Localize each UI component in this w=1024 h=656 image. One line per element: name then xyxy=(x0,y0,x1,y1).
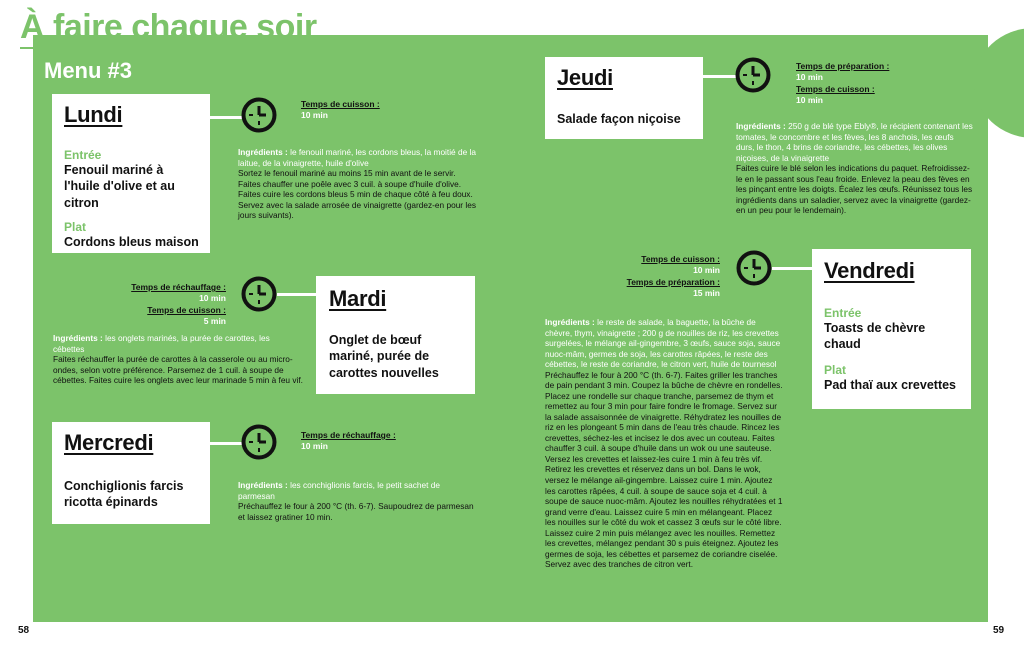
time-value: 10 min xyxy=(796,72,823,83)
time-label: Temps de cuisson : xyxy=(796,83,875,94)
time-value: 15 min xyxy=(693,288,720,299)
dish-mardi: Onglet de bœuf mariné, purée de carottes nouvelles xyxy=(329,333,439,380)
time-label: Temps de préparation : xyxy=(626,276,720,287)
ingredients-label: Ingrédients : xyxy=(736,121,786,131)
connector-line xyxy=(210,116,242,119)
time-value: 10 min xyxy=(301,441,328,452)
ingredients-label: Ingrédients : xyxy=(238,147,288,157)
day-title-jeudi: Jeudi xyxy=(557,65,613,90)
entree-label: Entrée xyxy=(64,148,102,162)
plat-label: Plat xyxy=(824,362,847,377)
timing-lundi xyxy=(301,99,380,122)
time-value: 10 min xyxy=(693,265,720,276)
card-lundi xyxy=(52,94,210,253)
time-value: 10 min xyxy=(199,293,226,304)
recipe-text-jeudi xyxy=(736,121,974,216)
page-number-left: 58 xyxy=(18,625,30,636)
clock-icon xyxy=(736,250,772,286)
time-label: Temps de cuisson : xyxy=(641,254,720,264)
plat-label: Plat xyxy=(64,219,87,234)
page-number-right: 59 xyxy=(993,625,1005,636)
entree-dish: Fenouil mariné à l'huile d'olive et au citron xyxy=(64,163,175,210)
card-mardi xyxy=(316,276,475,394)
instructions: Sortez le fenouil mariné au moins 15 min avant de le servir. Faites chauffer une poêle avec 3 cuil. à soupe d'huile d'olive. Faites cuire les cordons bleus 5 min de chaque côté à feu doux. Servez avec la salade arrosée de vinaigrette (gardez-en pour les jours suivants). xyxy=(238,168,476,221)
ingredients xyxy=(736,121,974,163)
entree-label: Entrée xyxy=(824,306,862,320)
plat-dish: Pad thaï aux crevettes xyxy=(824,377,957,392)
recipe-text-lundi xyxy=(238,147,476,221)
time-label: Temps de réchauffage : xyxy=(301,430,396,440)
time-value: 10 min xyxy=(301,110,328,121)
ingredients-label: Ingrédients : xyxy=(53,333,103,343)
timing-vendredi xyxy=(596,254,720,300)
card-mercredi xyxy=(52,422,210,524)
ingredients-list: les onglets marinés, la purée de carottes, les cébettes xyxy=(53,333,270,354)
ingredients xyxy=(53,333,303,354)
timing-jeudi xyxy=(796,61,889,107)
clock-icon xyxy=(241,424,277,460)
connector-line xyxy=(772,267,813,270)
ingredients xyxy=(545,317,785,370)
recipe-text-mardi xyxy=(53,333,303,386)
recipe-text-vendredi xyxy=(545,317,785,570)
recipe-text-mercredi xyxy=(238,480,478,522)
instructions: Préchauffez le four à 200 °C (th. 6-7). Saupoudrez de parmesan et laissez gratiner 10 min. xyxy=(238,501,474,522)
timing-mardi xyxy=(100,282,226,328)
timing-mercredi xyxy=(301,430,396,453)
connector-line xyxy=(277,293,317,296)
ingredients-label: Ingrédients : xyxy=(238,480,288,490)
instructions: Faites réchauffer la purée de carottes à la casserole ou au micro-ondes, selon votre préférence. Parsemez de 1 cuil. à soupe de cébettes. Faites cuire les onglets avec leur marinade 5 min à feu vif. xyxy=(53,354,303,386)
time-value: 5 min xyxy=(203,316,226,327)
menu-title: Menu #3 xyxy=(44,58,133,83)
day-title-vendredi: Vendredi xyxy=(824,258,915,283)
time-label: Temps de cuisson : xyxy=(301,99,380,109)
connector-line xyxy=(703,75,736,78)
time-label: Temps de préparation : xyxy=(796,61,890,71)
title-underline xyxy=(20,47,333,49)
page-title: À faire chaque soir xyxy=(20,8,317,46)
day-title-mercredi: Mercredi xyxy=(64,430,154,455)
ingredients-list: le reste de salade, la baguette, la bûche de chèvre, thym, vinaigrette ; 200 g de nouilles de riz, les crevettes surgelées, le mélange ail-gingembre, 3 œufs, sauce soja, sauce nuoc-mâm, germes de soja, les carottes râpées, le reste des cébettes, le reste de coriandre, le citron vert, huile de tournesol xyxy=(545,317,781,370)
connector-line xyxy=(210,442,242,445)
ingredients-list: le fenouil mariné, les cordons bleus, la moitié de la laitue, de la vinaigrette, huile d'olive xyxy=(238,147,476,168)
time-label: Temps de réchauffage : xyxy=(131,282,226,292)
card-jeudi xyxy=(545,57,703,139)
card-vendredi xyxy=(812,249,971,409)
clock-icon xyxy=(241,97,277,133)
time-value: 10 min xyxy=(796,95,823,106)
time-label: Temps de cuisson : xyxy=(147,304,226,315)
ingredients-list: les conchiglionis farcis, le petit sachet de parmesan xyxy=(238,480,440,501)
ingredients xyxy=(238,480,478,501)
plat-dish: Cordons bleus maison xyxy=(64,234,199,249)
day-title-mardi: Mardi xyxy=(329,286,387,311)
instructions: Préchauffez le four à 200 °C (th. 6-7). Faites griller les tranches de pain pendant 3 min. Coupez la bûche de chèvre en rondelles. Placez une rondelle sur chaque tranche, parsemez de thym et remettez au four 3 min pour faire fondre le fromage. Servez sur la salade assaisonnée de vinaigrette. Réhydratez les nouilles de riz en les plongeant 5 min dans de l'eau très chaude. Rincez les crevettes, séchez-les et incisez le dos avec un couteau. Faites chauffer 3 cuil. à soupe d'huile dans un wok ou une sauteuse. Versez les crevettes et laissez-les cuire 1 min à feu très vif. Retirez les crevettes et réservez dans un bol. Dans le wok, versez le mélange ail-gingembre. Laissez cuire 1 min. Ajoutez les carottes râpées, 4 cuil. à soupe de sauce soja et 4 cuil. à soupe de sauce nuoc-mâm. Ajoutez les nouilles réhydratées et 1 grand verre d'eau. Laissez cuire 5 min en mélangeant. Placez les nouilles sur le côté du wok et cassez 3 œufs sur le côté libre. Laissez cuire 2 min puis mélangez avec les nouilles. Remettez les crevettes, mélangez pendant 30 s puis éteignez. Ajoutez les germes de soja, les cébettes et parsemez de coriandre ciselée. Servez avec des tranches de citron vert. xyxy=(545,369,783,570)
day-title-lundi: Lundi xyxy=(64,102,123,127)
ingredients-label: Ingrédients : xyxy=(545,317,595,327)
entree-dish: Toasts de chèvre chaud xyxy=(824,321,926,352)
clock-icon xyxy=(241,276,277,312)
dish-mercredi: Conchiglionis farcis ricotta épinards xyxy=(64,479,184,510)
dish-jeudi: Salade façon niçoise xyxy=(557,112,681,126)
clock-icon xyxy=(735,57,771,93)
ingredients xyxy=(238,147,476,168)
instructions: Faites cuire le blé selon les indications du paquet. Refroidissez-le en le passant sous l'eau froide. Enlevez la peau des fèves en les pinçant entre les doigts. Écalez les œufs. Réunissez tous les ingrédients dans un saladier, servez avec la vinaigrette (gardez-en un peu pour le lendemain). xyxy=(736,163,973,216)
ingredients-list: 250 g de blé type Ebly®, le récipient contenant les tomates, le concombre et les fèves, les 8 anchois, les œufs durs, le thon, 4 brins de coriandre, les cébettes, les olives niçoises, de la vinaigrette xyxy=(736,121,973,163)
